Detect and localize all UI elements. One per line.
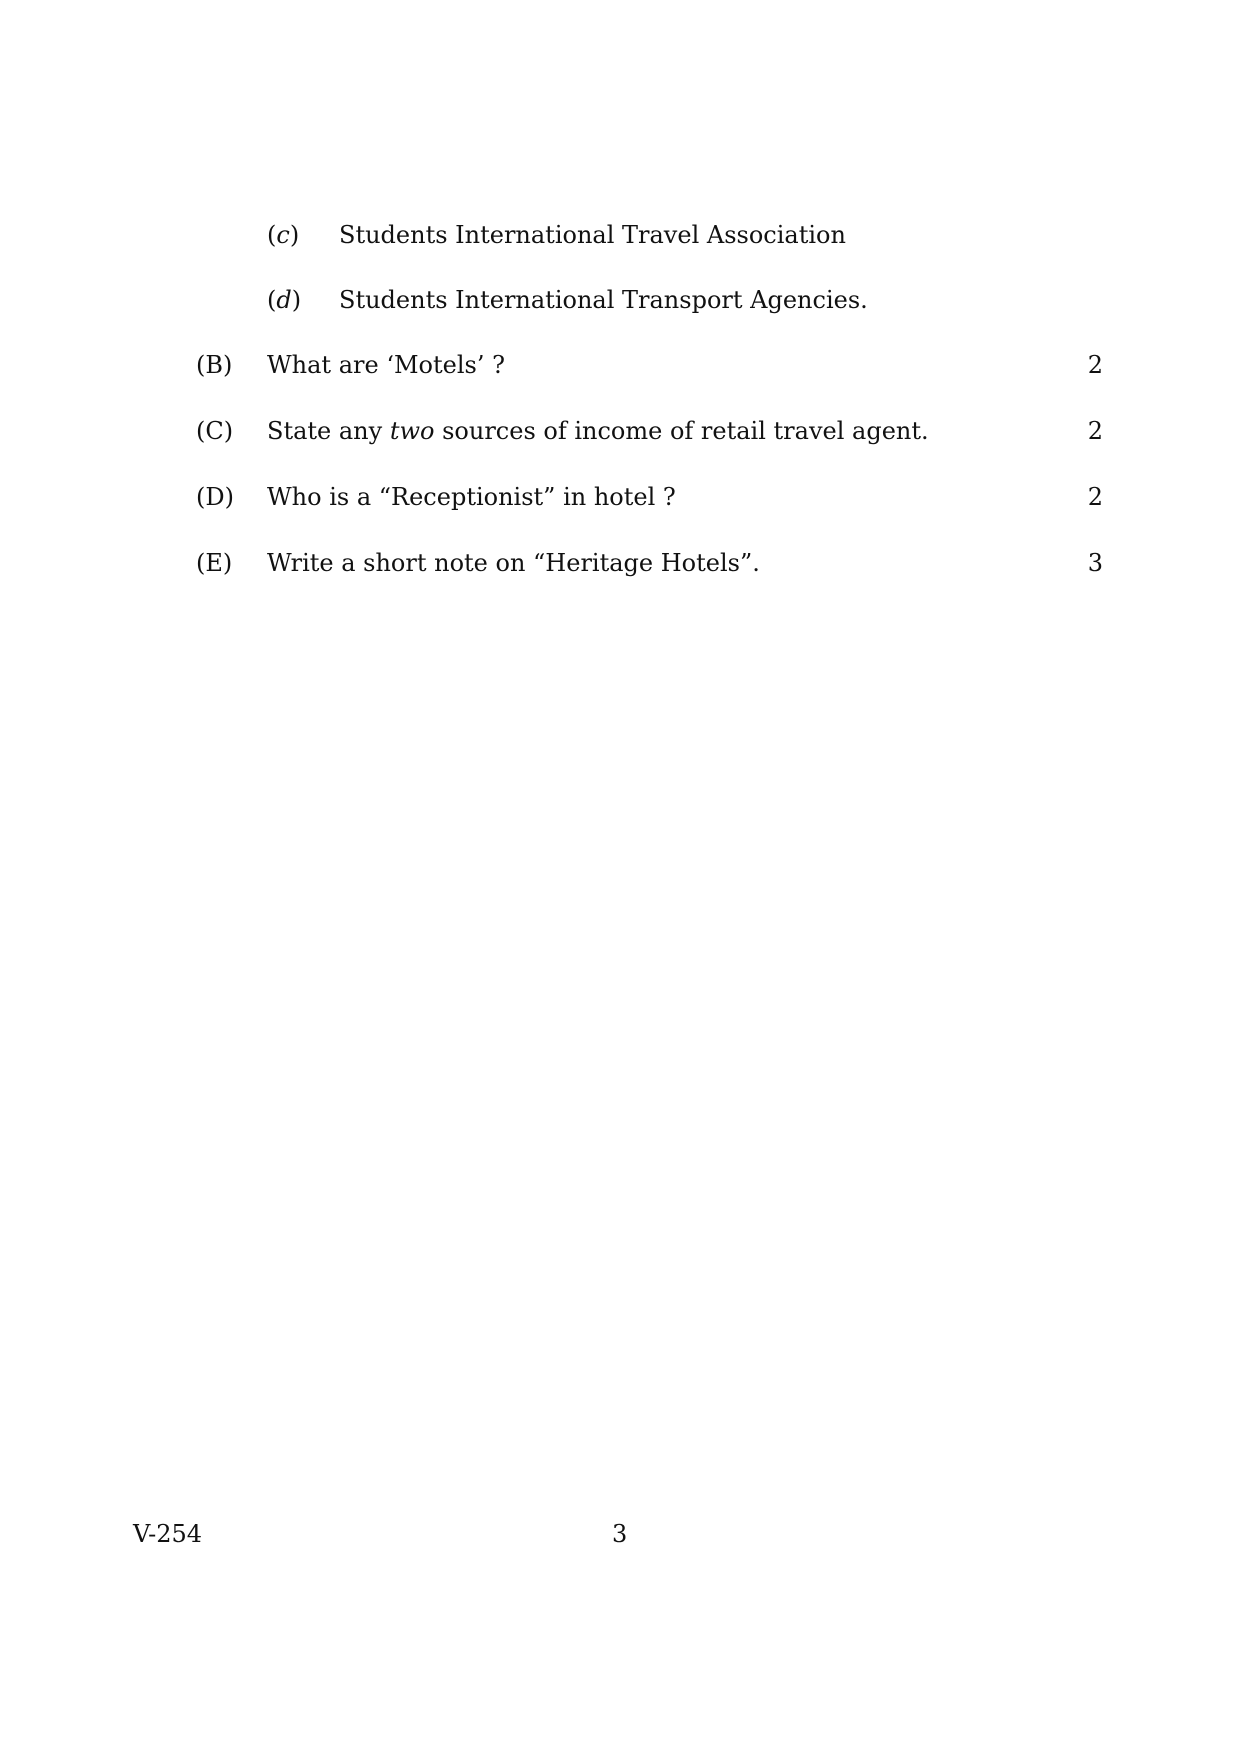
question-marks: 2: [1087, 483, 1103, 511]
question-label: (D): [196, 483, 234, 511]
option-text: Students International Transport Agencies.: [339, 286, 868, 314]
footer-code: V-254: [133, 1520, 203, 1548]
emphasis: two: [389, 417, 435, 445]
question-label: (B): [196, 351, 233, 379]
question-marks: 3: [1087, 549, 1103, 577]
question-marks: 2: [1087, 351, 1103, 379]
option-marker: (c): [267, 221, 300, 249]
question-label: (C): [196, 417, 234, 445]
question-label: (E): [196, 549, 233, 577]
option-marker: (d): [267, 286, 302, 314]
question-text: State any two sources of income of retail travel agent.: [267, 417, 929, 445]
question-marks: 2: [1087, 417, 1103, 445]
option-text: Students International Travel Association: [339, 221, 846, 249]
footer-page-number: 3: [612, 1520, 628, 1548]
question-text: Who is a “Receptionist” in hotel ?: [267, 483, 676, 511]
question-text: Write a short note on “Heritage Hotels”.: [267, 549, 760, 577]
question-text: What are ‘Motels’ ?: [267, 351, 505, 379]
